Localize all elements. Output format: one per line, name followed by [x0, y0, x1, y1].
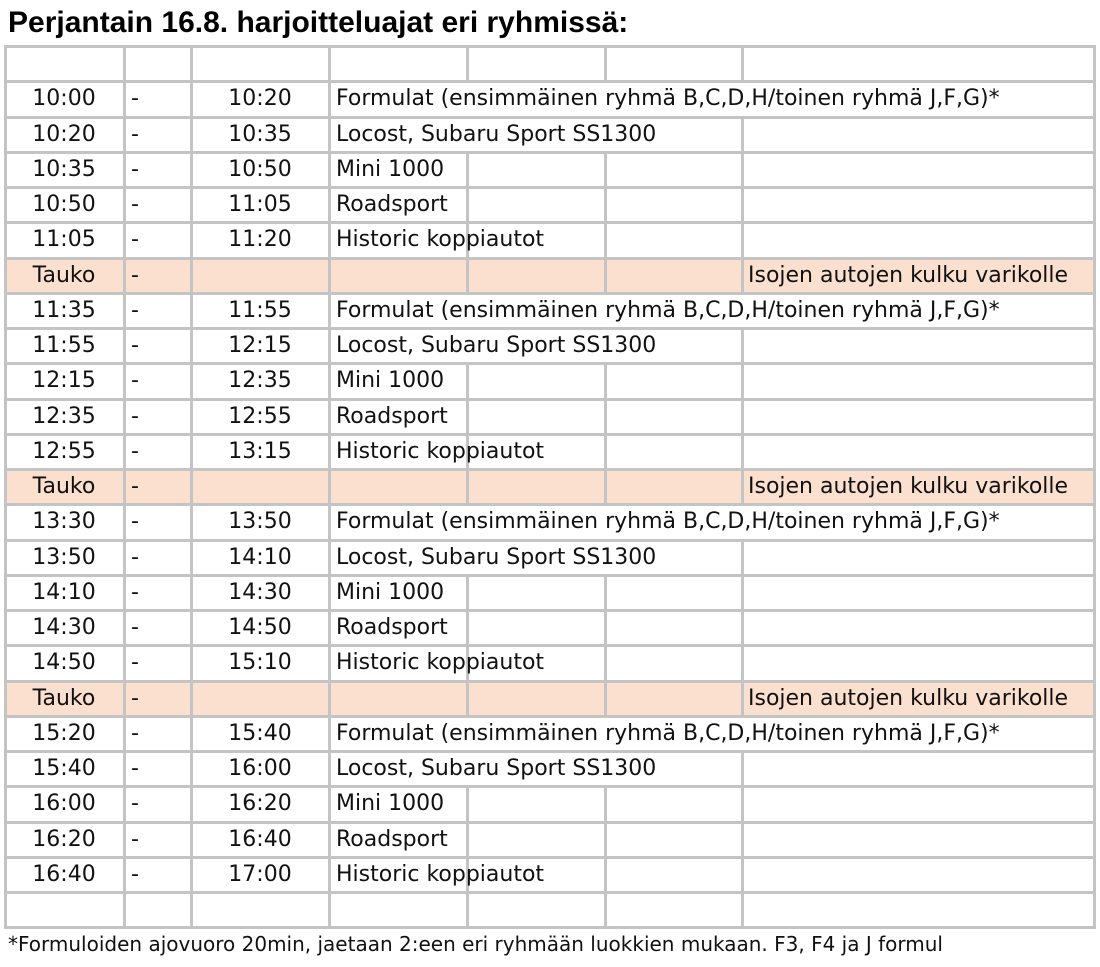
row-divider [4, 398, 1096, 401]
column-divider [604, 186, 607, 224]
column-divider [604, 856, 607, 894]
dash-cell: - [131, 227, 139, 253]
column-divider [4, 292, 7, 330]
column-divider [466, 891, 469, 929]
column-divider [328, 257, 331, 295]
class-label-cell: Historic koppiautot [336, 650, 545, 676]
class-label-cell: Roadsport [336, 826, 448, 852]
column-divider [328, 398, 331, 436]
dash-cell: - [131, 579, 139, 605]
column-divider [466, 151, 469, 189]
row-divider [4, 891, 1096, 894]
dash-cell: - [131, 861, 139, 887]
column-divider [1093, 327, 1096, 365]
column-divider [466, 468, 469, 506]
column-divider [123, 891, 126, 929]
column-divider [123, 362, 126, 400]
column-divider [1093, 257, 1096, 295]
column-divider [1093, 80, 1096, 118]
column-divider [741, 327, 744, 365]
column-divider [4, 398, 7, 436]
column-divider [4, 821, 7, 859]
class-label-cell: Historic koppiautot [336, 227, 545, 253]
column-divider [741, 750, 744, 788]
column-divider [466, 680, 469, 718]
column-divider [4, 468, 7, 506]
column-divider [1093, 750, 1096, 788]
column-divider [328, 750, 331, 788]
class-label-cell: Locost, Subaru Sport SS1300 [336, 544, 657, 570]
class-label-cell: Mini 1000 [336, 791, 445, 817]
start-time-cell: 10:50 [32, 192, 96, 217]
end-time-cell: 17:00 [228, 861, 292, 887]
row-divider [4, 221, 1096, 224]
start-time-cell: 14:50 [32, 650, 96, 676]
column-divider [1093, 468, 1096, 506]
column-divider [4, 186, 7, 224]
class-label-cell: Formulat (ensimmäinen ryhmä B,C,D,H/toinen ryhmä J,F,G)* [336, 86, 1000, 112]
column-divider [604, 398, 607, 436]
column-divider [4, 433, 7, 471]
column-divider [604, 891, 607, 929]
page-title: Perjantain 16.8. harjoitteluajat eri ryhmissä: [8, 6, 629, 39]
start-time-cell: 12:35 [32, 403, 96, 429]
end-time-cell: 14:50 [228, 615, 292, 640]
column-divider [741, 468, 744, 506]
start-time-cell: 16:20 [32, 826, 96, 852]
dash-cell: - [131, 826, 139, 852]
dash-cell: - [131, 121, 139, 147]
row-divider [4, 644, 1096, 647]
column-divider [190, 891, 193, 929]
break-note-cell: Isojen autojen kulku varikolle [748, 685, 1069, 711]
column-divider [741, 821, 744, 859]
column-divider [328, 221, 331, 259]
column-divider [190, 257, 193, 295]
column-divider [604, 644, 607, 682]
column-divider [741, 574, 744, 612]
break-note-cell: Isojen autojen kulku varikolle [748, 262, 1069, 288]
column-divider [604, 45, 607, 83]
break-note-cell: Isojen autojen kulku varikolle [748, 474, 1069, 499]
column-divider [123, 151, 126, 189]
column-divider [328, 433, 331, 471]
column-divider [4, 45, 7, 83]
column-divider [604, 468, 607, 506]
column-divider [4, 80, 7, 118]
column-divider [1093, 398, 1096, 436]
column-divider [4, 151, 7, 189]
column-divider [4, 680, 7, 718]
column-divider [328, 151, 331, 189]
column-divider [123, 221, 126, 259]
column-divider [123, 468, 126, 506]
dash-cell: - [131, 368, 139, 394]
column-divider [4, 750, 7, 788]
column-divider [190, 468, 193, 506]
column-divider [1093, 644, 1096, 682]
column-divider [1093, 362, 1096, 400]
column-divider [4, 362, 7, 400]
dash-cell: - [131, 720, 139, 746]
column-divider [604, 821, 607, 859]
end-time-cell: 16:00 [228, 756, 292, 781]
column-divider [466, 257, 469, 295]
column-divider [4, 644, 7, 682]
column-divider [466, 362, 469, 400]
column-divider [328, 116, 331, 154]
column-divider [328, 680, 331, 718]
column-divider [328, 539, 331, 577]
column-divider [1093, 609, 1096, 647]
end-time-cell: 12:55 [228, 403, 292, 429]
column-divider [328, 856, 331, 894]
dash-cell: - [131, 615, 139, 640]
start-time-cell: 15:20 [32, 720, 96, 746]
column-divider [4, 221, 7, 259]
column-divider [123, 292, 126, 330]
column-divider [741, 644, 744, 682]
start-time-cell: Tauko [32, 685, 96, 711]
column-divider [123, 644, 126, 682]
column-divider [123, 116, 126, 154]
row-divider [4, 609, 1096, 612]
class-label-cell: Roadsport [336, 192, 448, 217]
column-divider [1093, 45, 1096, 83]
class-label-cell: Mini 1000 [336, 156, 445, 182]
column-divider [1093, 221, 1096, 259]
dash-cell: - [131, 474, 139, 499]
class-label-cell: Formulat (ensimmäinen ryhmä B,C,D,H/toinen ryhmä J,F,G)* [336, 720, 1000, 746]
column-divider [1093, 292, 1096, 330]
dash-cell: - [131, 438, 139, 464]
column-divider [741, 362, 744, 400]
column-divider [1093, 116, 1096, 154]
column-divider [4, 609, 7, 647]
column-divider [604, 680, 607, 718]
start-time-cell: 11:05 [32, 227, 96, 253]
dash-cell: - [131, 86, 139, 112]
column-divider [4, 116, 7, 154]
dash-cell: - [131, 650, 139, 676]
end-time-cell: 10:50 [228, 156, 292, 182]
column-divider [123, 856, 126, 894]
column-divider [4, 715, 7, 753]
column-divider [466, 398, 469, 436]
class-label-cell: Locost, Subaru Sport SS1300 [336, 333, 657, 358]
dash-cell: - [131, 685, 139, 711]
column-divider [604, 609, 607, 647]
column-divider [328, 821, 331, 859]
column-divider [1093, 539, 1096, 577]
column-divider [741, 186, 744, 224]
start-time-cell: 11:55 [32, 333, 96, 358]
class-label-cell: Historic koppiautot [336, 861, 545, 887]
column-divider [741, 433, 744, 471]
column-divider [4, 539, 7, 577]
end-time-cell: 11:05 [228, 192, 292, 217]
column-divider [4, 574, 7, 612]
column-divider [123, 574, 126, 612]
class-label-cell: Roadsport [336, 403, 448, 429]
column-divider [741, 609, 744, 647]
column-divider [328, 186, 331, 224]
column-divider [4, 891, 7, 929]
column-divider [328, 609, 331, 647]
class-label-cell: Formulat (ensimmäinen ryhmä B,C,D,H/toinen ryhmä J,F,G)* [336, 297, 1000, 323]
class-label-cell: Mini 1000 [336, 368, 445, 394]
end-time-cell: 14:10 [228, 544, 292, 570]
column-divider [1093, 433, 1096, 471]
column-divider [4, 785, 7, 823]
start-time-cell: Tauko [32, 474, 96, 499]
start-time-cell: Tauko [32, 262, 96, 288]
end-time-cell: 12:15 [228, 333, 292, 358]
start-time-cell: 11:35 [32, 297, 96, 323]
column-divider [604, 785, 607, 823]
column-divider [123, 750, 126, 788]
column-divider [123, 680, 126, 718]
start-time-cell: 14:30 [32, 615, 96, 640]
column-divider [328, 362, 331, 400]
column-divider [604, 151, 607, 189]
dash-cell: - [131, 544, 139, 570]
start-time-cell: 16:00 [32, 791, 96, 817]
class-label-cell: Formulat (ensimmäinen ryhmä B,C,D,H/toinen ryhmä J,F,G)* [336, 509, 1000, 535]
column-divider [1093, 715, 1096, 753]
column-divider [741, 257, 744, 295]
column-divider [123, 257, 126, 295]
start-time-cell: 13:50 [32, 544, 96, 570]
dash-cell: - [131, 297, 139, 323]
column-divider [604, 257, 607, 295]
column-divider [741, 151, 744, 189]
column-divider [328, 292, 331, 330]
column-divider [4, 257, 7, 295]
column-divider [1093, 821, 1096, 859]
column-divider [328, 715, 331, 753]
column-divider [466, 609, 469, 647]
end-time-cell: 16:20 [228, 791, 292, 817]
column-divider [466, 45, 469, 83]
column-divider [328, 45, 331, 83]
column-divider [1093, 151, 1096, 189]
column-divider [190, 45, 193, 83]
column-divider [1093, 680, 1096, 718]
end-time-cell: 13:15 [228, 438, 292, 464]
row-divider [4, 186, 1096, 189]
end-time-cell: 11:55 [228, 297, 292, 323]
column-divider [123, 186, 126, 224]
column-divider [1093, 856, 1096, 894]
column-divider [4, 327, 7, 365]
column-divider [741, 785, 744, 823]
class-label-cell: Historic koppiautot [336, 438, 545, 464]
column-divider [123, 398, 126, 436]
class-label-cell: Locost, Subaru Sport SS1300 [336, 756, 657, 781]
dash-cell: - [131, 403, 139, 429]
dash-cell: - [131, 509, 139, 535]
column-divider [741, 45, 744, 83]
column-divider [604, 362, 607, 400]
column-divider [123, 80, 126, 118]
column-divider [123, 609, 126, 647]
column-divider [123, 503, 126, 541]
start-time-cell: 10:20 [32, 121, 96, 147]
column-divider [328, 891, 331, 929]
column-divider [328, 503, 331, 541]
row-divider [4, 856, 1096, 859]
start-time-cell: 12:15 [32, 368, 96, 394]
end-time-cell: 14:30 [228, 579, 292, 605]
end-time-cell: 15:10 [228, 650, 292, 676]
column-divider [741, 891, 744, 929]
end-time-cell: 10:20 [228, 86, 292, 112]
column-divider [328, 468, 331, 506]
column-divider [328, 785, 331, 823]
dash-cell: - [131, 756, 139, 781]
column-divider [190, 680, 193, 718]
dash-cell: - [131, 262, 139, 288]
column-divider [1093, 503, 1096, 541]
start-time-cell: 12:55 [32, 438, 96, 464]
start-time-cell: 10:35 [32, 156, 96, 182]
row-divider [4, 433, 1096, 436]
column-divider [328, 327, 331, 365]
column-divider [123, 433, 126, 471]
schedule-table [0, 45, 1100, 927]
end-time-cell: 12:35 [228, 368, 292, 394]
column-divider [741, 680, 744, 718]
column-divider [328, 644, 331, 682]
column-divider [123, 785, 126, 823]
column-divider [741, 398, 744, 436]
column-divider [328, 80, 331, 118]
footnote: *Formuloiden ajovuoro 20min, jaetaan 2:een eri ryhmään luokkien mukaan. F3, F4 ja J formul [8, 932, 943, 956]
row-divider [4, 821, 1096, 824]
column-divider [741, 221, 744, 259]
column-divider [741, 856, 744, 894]
column-divider [4, 856, 7, 894]
column-divider [123, 715, 126, 753]
row-divider [4, 45, 1096, 48]
column-divider [604, 574, 607, 612]
end-time-cell: 13:50 [228, 509, 292, 535]
start-time-cell: 16:40 [32, 861, 96, 887]
column-divider [466, 574, 469, 612]
column-divider [1093, 891, 1096, 929]
start-time-cell: 15:40 [32, 756, 96, 781]
class-label-cell: Mini 1000 [336, 579, 445, 605]
column-divider [123, 539, 126, 577]
column-divider [4, 503, 7, 541]
class-label-cell: Roadsport [336, 615, 448, 640]
column-divider [604, 433, 607, 471]
start-time-cell: 13:30 [32, 509, 96, 535]
column-divider [466, 821, 469, 859]
column-divider [741, 539, 744, 577]
class-label-cell: Locost, Subaru Sport SS1300 [336, 121, 657, 147]
start-time-cell: 10:00 [32, 86, 96, 112]
column-divider [123, 327, 126, 365]
column-divider [741, 116, 744, 154]
column-divider [466, 785, 469, 823]
column-divider [328, 574, 331, 612]
start-time-cell: 14:10 [32, 579, 96, 605]
column-divider [1093, 186, 1096, 224]
end-time-cell: 15:40 [228, 720, 292, 746]
column-divider [604, 221, 607, 259]
dash-cell: - [131, 192, 139, 217]
dash-cell: - [131, 791, 139, 817]
end-time-cell: 16:40 [228, 826, 292, 852]
end-time-cell: 10:35 [228, 121, 292, 147]
column-divider [1093, 574, 1096, 612]
column-divider [466, 186, 469, 224]
column-divider [123, 45, 126, 83]
dash-cell: - [131, 333, 139, 358]
column-divider [1093, 785, 1096, 823]
dash-cell: - [131, 156, 139, 182]
column-divider [123, 821, 126, 859]
end-time-cell: 11:20 [228, 227, 292, 253]
